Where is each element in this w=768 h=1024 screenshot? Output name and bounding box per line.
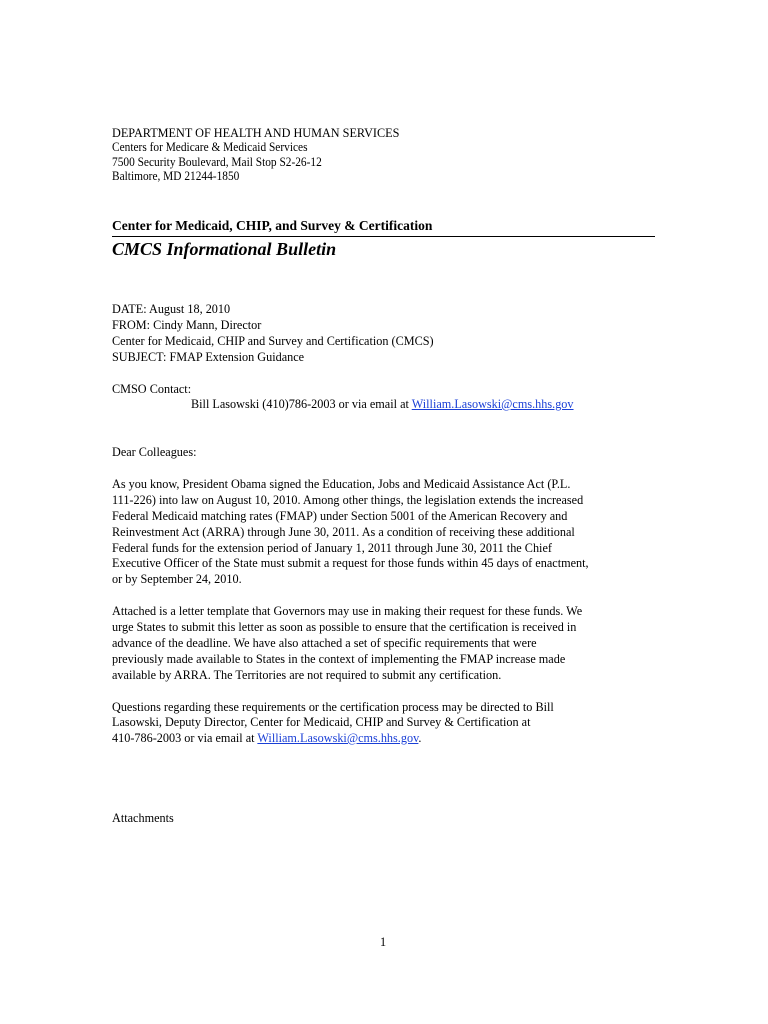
address-line-2: Baltimore, MD 21244-1850 xyxy=(112,169,240,183)
paragraph-line: or by September 24, 2010. xyxy=(112,571,242,586)
paragraph-line: Federal funds for the extension period of January 1, 2011 through June 30, 2011 the Chief xyxy=(112,540,552,555)
paragraph-text: 410-786-2003 or via email at xyxy=(112,730,258,745)
memo-from: FROM: Cindy Mann, Director xyxy=(112,317,262,332)
paragraph-line: Questions regarding these requirements or the certification process may be directed to Bill xyxy=(112,699,554,714)
address-line-1: 7500 Security Boulevard, Mail Stop S2-26-12 xyxy=(112,155,322,169)
paragraph-line: Executive Officer of the State must submit a request for those funds within 45 days of enactment, xyxy=(112,555,589,570)
memo-subject: SUBJECT: FMAP Extension Guidance xyxy=(112,349,305,364)
bulletin-title: CMCS Informational Bulletin xyxy=(112,239,337,259)
paragraph-line: Attached is a letter template that Governors may use in making their request for these funds. We xyxy=(112,603,583,618)
salutation: Dear Colleagues: xyxy=(112,444,197,459)
paragraph-line: advance of the deadline. We have also attached a set of specific requirements that were xyxy=(112,635,537,650)
attachments-label: Attachments xyxy=(112,810,174,825)
paragraph-line: As you know, President Obama signed the Education, Jobs and Medicaid Assistance Act (P.L. xyxy=(112,476,571,491)
memo-date: DATE: August 18, 2010 xyxy=(112,301,231,316)
paragraph-line: Federal Medicaid matching rates (FMAP) under Section 5001 of the American Recovery and xyxy=(112,508,568,523)
heading-rule xyxy=(112,236,655,237)
agency-name: Centers for Medicare & Medicaid Services xyxy=(112,140,308,154)
memo-from-org: Center for Medicaid, CHIP and Survey and Certification (CMCS) xyxy=(112,333,434,348)
paragraph-line xyxy=(112,730,421,745)
contact-label: CMSO Contact: xyxy=(112,381,192,396)
paragraph-line: Lasowski, Deputy Director, Center for Medicaid, CHIP and Survey & Certification at xyxy=(112,714,531,729)
center-heading: Center for Medicaid, CHIP, and Survey & Certification xyxy=(112,218,433,233)
contact-text: Bill Lasowski (410)786-2003 or via email at xyxy=(191,396,412,411)
paragraph-line: 111-226) into law on August 10, 2010. Among other things, the legislation extends the increased xyxy=(112,492,584,507)
paragraph-line: urge States to submit this letter as soon as possible to ensure that the certification is received in xyxy=(112,619,577,634)
paragraph-punctuation: . xyxy=(418,730,422,745)
contact-line xyxy=(191,396,574,411)
paragraph-line: Reinvestment Act (ARRA) through June 30, 2011. As a condition of receiving these additional xyxy=(112,524,575,539)
page-number: 1 xyxy=(380,934,387,949)
paragraph-line: available by ARRA. The Territories are not required to submit any certification. xyxy=(112,667,502,682)
dept-name: DEPARTMENT OF HEALTH AND HUMAN SERVICES xyxy=(112,125,400,140)
contact-email-link[interactable]: William.Lasowski@cms.hhs.gov xyxy=(411,396,574,411)
email-link[interactable]: William.Lasowski@cms.hhs.gov xyxy=(257,730,419,745)
paragraph-line: previously made available to States in the context of implementing the FMAP increase made xyxy=(112,651,566,666)
